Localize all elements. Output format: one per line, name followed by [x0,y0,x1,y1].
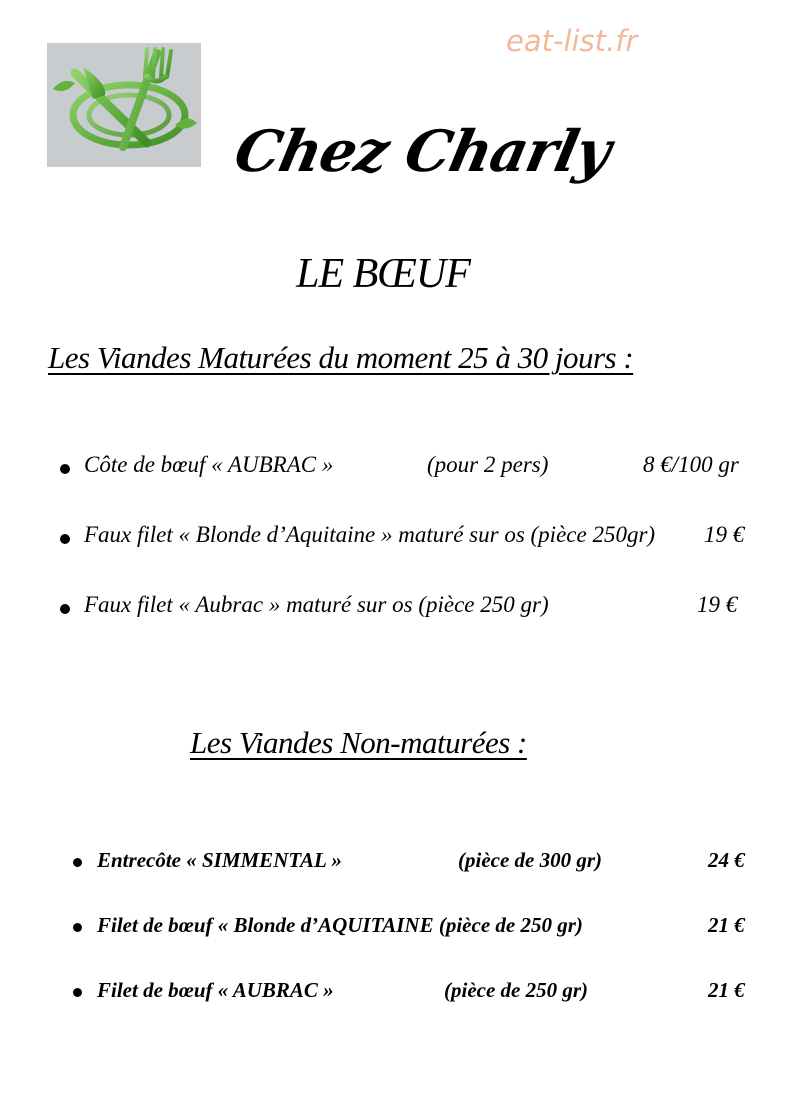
item-detail: (pièce de 300 gr) [458,848,603,872]
watermark: eat-list.fr [506,24,638,58]
item-price: 21 € [708,913,745,937]
item-detail: (pièce de 250 gr) [444,978,589,1002]
list-item [0,592,793,626]
restaurant-logo [47,43,201,167]
page-title: LE BŒUF [296,251,470,297]
item-name: Côte de bœuf « AUBRAC » [84,452,334,477]
item-price: 21 € [708,978,745,1002]
item-name: Filet de bœuf « Blonde d’AQUITAINE (pièce de 250 gr) [97,913,583,937]
item-price: 24 € [708,848,745,872]
list-item [0,522,793,556]
item-price: 19 € [697,592,738,617]
item-price: 19 € [704,522,745,547]
bullet-dot-icon [60,464,70,474]
section-title-non-matured: Les Viandes Non-maturées : [190,725,527,760]
item-detail: (pour 2 pers) [427,452,549,477]
item-name: Entrecôte « SIMMENTAL » [97,848,342,872]
bullet-dot-icon [73,923,82,932]
knife-fork-plate-icon [47,43,201,167]
list-item [0,978,793,1012]
section-title-matured: Les Viandes Maturées du moment 25 à 30 jours : [48,340,634,375]
bullet-dot-icon [73,858,82,867]
restaurant-name: Chez Charly [228,118,616,185]
bullet-dot-icon [73,988,82,997]
item-name: Faux filet « Blonde d’Aquitaine » maturé sur os (pièce 250gr) [84,522,656,547]
item-name: Filet de bœuf « AUBRAC » [97,978,334,1002]
list-item [0,913,793,947]
bullet-dot-icon [60,604,70,614]
bullet-dot-icon [60,534,70,544]
list-item [0,848,793,882]
item-price: 8 €/100 gr [643,452,739,477]
item-name: Faux filet « Aubrac » maturé sur os (pièce 250 gr) [84,592,549,617]
list-item [0,452,793,486]
